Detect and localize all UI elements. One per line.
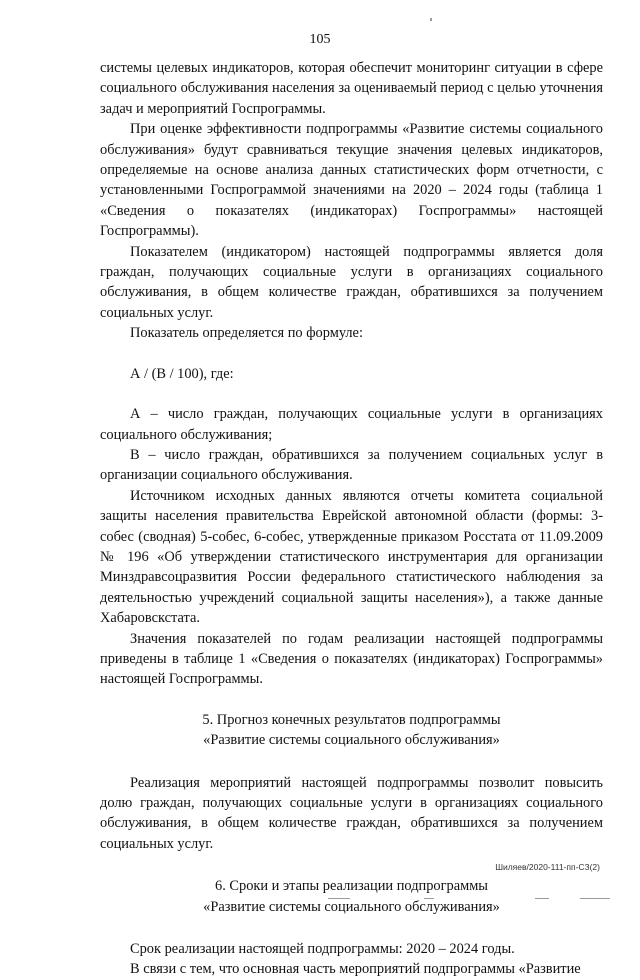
section-6-heading-line-1: 6. Сроки и этапы реализации подпрограммы <box>215 878 488 895</box>
section-6-heading-line-2: «Развитие системы социального обслуживания» <box>203 898 500 915</box>
paragraph-continues: В связи с тем, что основная часть мероприятий подпрограммы «Развитие <box>130 961 581 978</box>
section-5-heading-line-1: 5. Прогноз конечных результатов подпрограммы <box>202 711 501 728</box>
scan-artifact <box>430 18 432 21</box>
paragraph-definition-b: В – число граждан, обратившихся за получением социальных услуг в организации социального обслуживания. <box>100 446 603 484</box>
spacer <box>100 344 603 364</box>
section-5-heading-line-2: «Развитие системы социального обслуживания» <box>203 732 500 749</box>
paragraph-formula-intro: Показатель определяется по формуле: <box>130 325 363 342</box>
scan-artifact <box>424 898 434 899</box>
spacer <box>100 690 603 710</box>
paragraph-continuation: системы целевых индикаторов, которая обеспечит мониторинг ситуации в сфере социального обслуживания населения за оцениваемый период с целью уточнения задач и мероприятий Госпрограммы. <box>100 60 603 117</box>
scan-artifact <box>580 898 610 899</box>
page-number: 105 <box>309 32 331 47</box>
paragraph-timeline: Срок реализации настоящей подпрограммы: 2020 – 2024 годы. <box>130 941 515 958</box>
paragraph-indicator: Показателем (индикатором) настоящей подпрограммы является доля граждан, получающих социальные услуги в организациях социального обслуживания, в общем количестве граждан, обратившихся за получением социальных услуг. <box>100 243 603 321</box>
document-body <box>100 58 603 980</box>
spacer <box>100 751 603 773</box>
paragraph-values-reference: Значения показателей по годам реализации настоящей подпрограммы приведены в таблице 1 «Сведения о показателях (индикаторах) Госпрограммы» настоящей Госпрограммы. <box>100 630 603 688</box>
spacer <box>100 917 603 939</box>
paragraph-forecast: Реализация мероприятий настоящей подпрограммы позволит повысить долю граждан, получающих социальные услуги в организациях социального обслуживания, в общем количестве граждан, обратившихся за получением социальных услуг. <box>100 774 603 852</box>
paragraph-evaluation: При оценке эффективности подпрограммы «Развитие системы социального обслуживания» будут сравниваться текущие значения целевых индикаторов, определяемые на основе анализа данных статистических форм отчетности, с установленными Госпрограммой значениями на 2020 – 2024 годы (таблица 1 «Сведения о показателях (индикаторах) Госпрограммы» настоящей Госпрограммы). <box>100 121 603 240</box>
scan-artifact <box>328 898 350 899</box>
paragraph-data-source: Источником исходных данных являются отчеты комитета социальной защиты населения правительства Еврейской автономной области (формы: 3-собес (сводная) 5-собес, 6-собес, утвержденные приказом Росстата от 11.09.2009 № 196 «Об утверждении статистического инструментария для организации Минздравсоцразвития России федерального статистического наблюдения за деятельностью учреждений социальной защиты населения»), а также данные Хабаровскстата. <box>100 487 603 627</box>
scan-artifact <box>535 898 549 899</box>
spacer <box>100 384 603 404</box>
paragraph-definition-a: А – число граждан, получающих социальные услуги в организациях социального обслуживания; <box>100 406 603 443</box>
formula: А / (В / 100), где: <box>130 365 234 382</box>
document-reference-code: Шиляев/2020-111-пп-СЗ(2) <box>495 862 600 872</box>
